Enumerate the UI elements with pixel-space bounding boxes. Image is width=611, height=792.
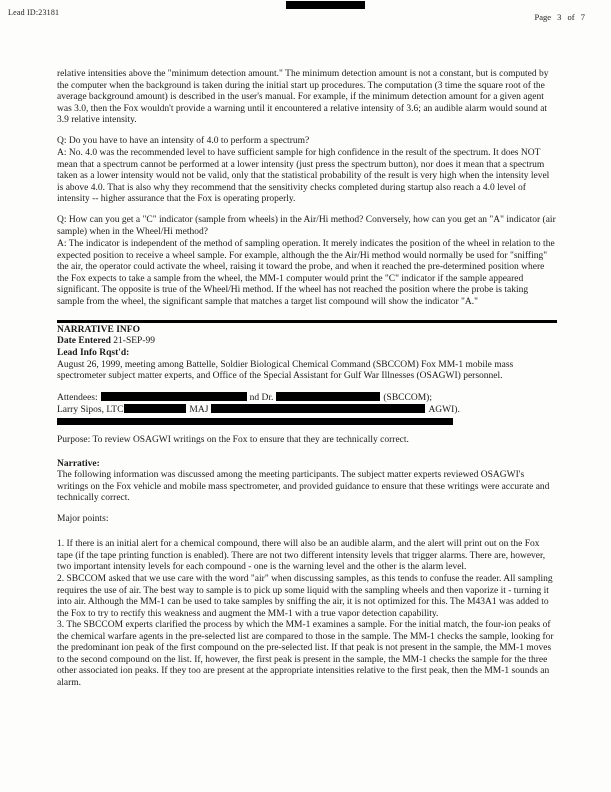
attendees-block	[57, 392, 557, 425]
narrative-label: Narrative:	[57, 458, 100, 469]
major-point: 1. If there is an initial alert for a chemical compound, there will also be an audible alarm, and the alert will print out on the Fox tape (if the tape printing function is enabled). There are not two different intensity levels that trigger alarms. There are, however, two important intensity levels for each compound - one is the warning level and the other is the alarm level.	[57, 539, 546, 573]
attendees-label: Attendees:	[57, 392, 98, 403]
attendees-text: (SBCCOM);	[383, 392, 432, 403]
major-points-label: Major points:	[57, 513, 109, 524]
document-body	[57, 69, 557, 689]
redaction-bar	[101, 392, 247, 401]
lead-id-label: Lead ID:23181	[8, 8, 60, 17]
attendees-text: Larry Sipos, LTC	[57, 404, 124, 415]
answer-paragraph: A: The indicator is independent of the method of sampling operation. It merely indicates the position of the wheel in relation to the expected position to receive a wheel sample. For example, although the the Air/Hi method would normally be used for "sniffing" the air, the operator could activate the wheel, raising it toward the probe, and when it reached the pre-determined position where the Fox expects to take a sample from the wheel, the MM-1 computer would print the "C" indicator if the sample appeared significant. The opposite is true of the Wheel/Hi method. If the wheel has not reached the position where the probe is taking sample from the wheel, the significant sample that matches a target list compound will show the indicator "A."	[57, 239, 555, 307]
date-entered-value: 21-SEP-99	[113, 336, 155, 347]
redaction-bar	[286, 1, 365, 9]
section-divider	[57, 320, 557, 323]
major-point: 2. SBCCOM asked that we use care with the word "air" when discussing samples, as this tends to confuse the reader. All sampling requires the use of air. The best way to sample is to pick up some liquid with the sampling wheels and then vaporize it - turning it into air. Although the MM-1 can be used to take samples by sniffing the air, it is not optimized for this. The M43A1 was added to the Fox to try to rectify this weakness and augment the MM-1 with a true vapor detection capability.	[57, 573, 553, 619]
major-point: 3. The SBCCOM experts clarified the process by which the MM-1 examines a sample. For the initial match, the four-ion peaks of the chemical warfare agents in the pre-selected list are compared to those in the sample. The MM-1 checks the sample, looking for the predominant ion peak of the first compound on the pre-selected list. If that peak is not present in the sample, the MM-1 moves to the second compound on the list. If, however, the first peak is present in the sample, the MM-1 checks the sample for the three other associated ion peaks. If they too are present at the appropriate intensities relative to the first peak, then the MM-1 sounds an alarm.	[57, 620, 554, 688]
attendees-text: MAJ	[189, 404, 209, 415]
attendees-line-1	[57, 392, 557, 404]
attendees-text: nd Dr.	[249, 392, 274, 403]
date-entered-line	[57, 336, 557, 348]
question-line: Q: How can you get a "C" indicator (sample from wheels) in the Air/Hi method? Conversely, how can you get an "A" indicator (air sample) when in the Wheel/Hi method?	[57, 215, 556, 237]
answer-paragraph: A: No. 4.0 was the recommended level to have sufficient sample for high confidence in the result of the spectrum. It does NOT mean that a spectrum cannot be performed at a lower intensity (just press the spectrum button), nor does it mean that a spectrum taken as a lower intensity would not be valid, only that the statistical probability of the result is very high when the intensity level is above 4.0. That is also why they recommend that the sensitivity checks completed during startup also reach a 4.0 level of intensity -- higher assurance that the Fox is operating properly.	[57, 148, 550, 205]
attendees-text: AGWI).	[428, 404, 460, 415]
lead-info-text: August 26, 1999, meeting among Battelle, Soldier Biological Chemical Command (SBCCOM) Fox MM-1 mobile mass spectrometer subject matter experts, and Office of the Special Assistant for Gulf War Illnesses (OSAGWI) personnel.	[57, 359, 514, 382]
question-line: Q: Do you have to have an intensity of 4.0 to perform a spectrum?	[57, 135, 310, 146]
section-title: NARRATIVE INFO	[57, 324, 140, 335]
redaction-bar	[124, 404, 186, 413]
lead-info-label: Lead Info Rqst'd:	[57, 347, 130, 358]
purpose-line: Purpose: To review OSAGWI writings on the Fox to ensure that they are technically correct.	[57, 435, 409, 446]
redaction-bar	[276, 392, 380, 401]
attendees-line-2	[57, 404, 557, 416]
redaction-bar	[211, 404, 425, 413]
body-paragraph: relative intensities above the "minimum detection amount." The minimum detection amount is not a constant, but is computed by the computer when the background is taken during the initial start up procedures. The computation (3 time the square root of the average background amount) is described in the user's manual. For example, if the minimum detection amount for a given agent was 3.0, then the Fox wouldn't provide a warning until it encountered a relative intensity of 3.6; an audible alarm would sound at 3.9 relative intensity.	[57, 69, 549, 126]
redaction-bar	[57, 418, 453, 425]
narrative-text: The following information was discussed among the meeting participants. The subject matter experts reviewed OSAGWI's writings on the Fox vehicle and mobile mass spectrometer, and provided guidance to ensure that these writings were accurate and technically correct.	[57, 470, 550, 504]
date-entered-label: Date Entered	[57, 336, 111, 347]
page-number-label: Page 3 of 7	[534, 12, 585, 22]
